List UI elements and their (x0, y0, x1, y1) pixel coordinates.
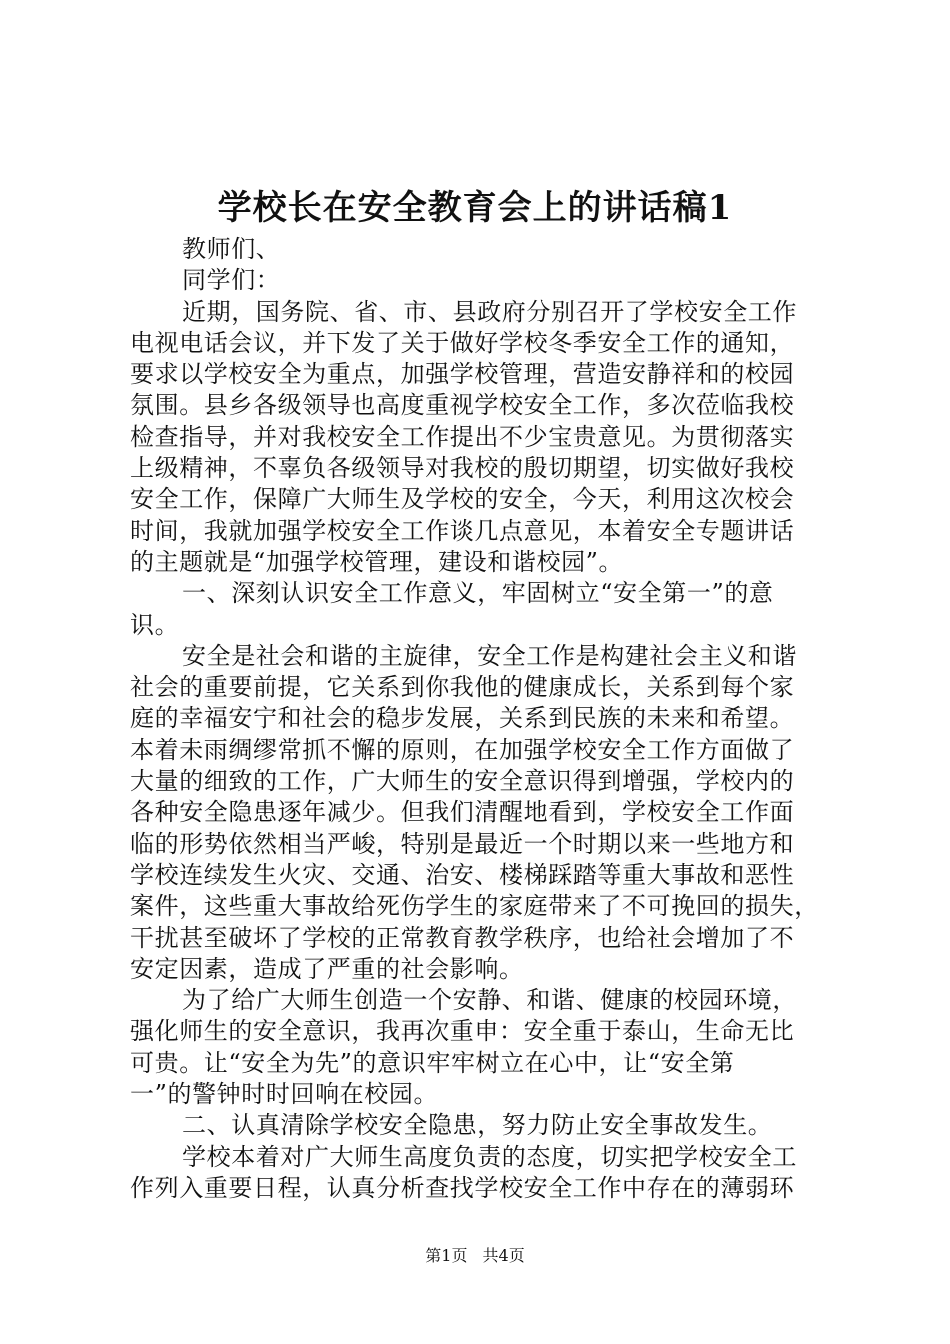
text-line: 识。 (130, 610, 180, 639)
text-line: 近期，国务院、省、市、县政府分别召开了学校安全工作 (182, 297, 797, 326)
text-line: 案件，这些重大事故给死伤学生的家庭带来了不可挽回的损失， (130, 892, 819, 921)
text-line: 同学们： (182, 266, 281, 295)
text-line: 电视电话会议，并下发了关于做好学校冬季安全工作的通知， (130, 328, 795, 357)
text-line: 安全是社会和谐的主旋律，安全工作是构建社会主义和谐 (182, 641, 797, 670)
text-line: 一”的警钟时时回响在校园。 (130, 1080, 439, 1109)
text-line: 本着未雨绸缪常抓不懈的原则，在加强学校安全工作方面做了 (130, 735, 795, 764)
text-line: 氛围。县乡各级领导也高度重视学校安全工作，多次莅临我校 (130, 391, 795, 420)
document-body (130, 234, 828, 1204)
text-line: 大量的细致的工作，广大师生的安全意识得到增强，学校内的 (130, 767, 795, 796)
text-line: 学校连续发生火灾、交通、治安、楼梯踩踏等重大事故和恶性 (130, 860, 795, 889)
text-line: 的主题就是“加强学校管理，建设和谐校园”。 (130, 547, 624, 576)
text-line: 上级精神，不辜负各级领导对我校的殷切期望，切实做好我校 (130, 454, 795, 483)
text-line: 可贵。让“安全为先”的意识牢牢树立在心中，让“安全第 (130, 1048, 735, 1077)
text-line: 检查指导，并对我校安全工作提出不少宝贵意见。为贯彻落实 (130, 422, 795, 451)
text-line: 安定因素，造成了严重的社会影响。 (130, 954, 524, 983)
text-line: 二、认真清除学校安全隐患，努力防止安全事故发生。 (182, 1111, 773, 1140)
page-number: 第1页 (425, 1246, 468, 1265)
text-line: 安全工作，保障广大师生及学校的安全，今天，利用这次校会 (130, 485, 795, 514)
text-line: 要求以学校安全为重点，加强学校管理，营造安静祥和的校园 (130, 360, 795, 389)
page-total: 共4页 (482, 1246, 525, 1265)
text-line: 作列入重要日程，认真分析查找学校安全工作中存在的薄弱环 (130, 1173, 795, 1202)
text-line: 干扰甚至破坏了学校的正常教育教学秩序，也给社会增加了不 (130, 923, 795, 952)
document-title: 学校长在安全教育会上的讲话稿1 (217, 188, 733, 228)
text-line: 一、深刻认识安全工作意义，牢固树立“安全第一”的意 (182, 579, 774, 608)
text-line: 教师们、 (182, 235, 281, 263)
text-line: 强化师生的安全意识，我再次重申：安全重于泰山，生命无比 (130, 1017, 795, 1046)
page-footer (0, 1246, 950, 1266)
text-line: 各种安全隐患逐年减少。但我们清醒地看到，学校安全工作面 (130, 798, 795, 827)
text-line: 时间，我就加强学校安全工作谈几点意见，本着安全专题讲话 (130, 516, 795, 545)
text-line: 临的形势依然相当严峻，特别是最近一个时期以来一些地方和 (130, 829, 795, 858)
text-line: 庭的幸福安宁和社会的稳步发展，关系到民族的未来和希望。 (130, 704, 795, 733)
text-line: 学校本着对广大师生高度负责的态度，切实把学校安全工 (182, 1142, 797, 1171)
text-line: 社会的重要前提，它关系到你我他的健康成长，关系到每个家 (130, 673, 795, 702)
text-line: 为了给广大师生创造一个安静、和谐、健康的校园环境， (182, 986, 797, 1015)
